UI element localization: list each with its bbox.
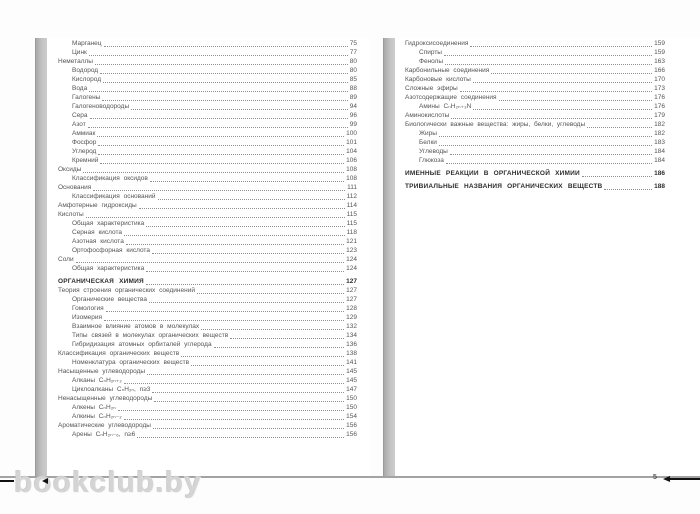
left-crop-mark-line <box>0 480 14 482</box>
toc-entry-page-number: 114 <box>346 202 357 209</box>
dot-leader <box>146 225 344 227</box>
toc-entry-page-number: 136 <box>346 341 357 348</box>
toc-entry <box>58 219 357 228</box>
dot-leader <box>137 436 344 438</box>
right-page-toc-list <box>383 39 700 191</box>
watermark: bookclub.by <box>14 466 202 499</box>
toc-entry-page-number: 80 <box>349 67 357 74</box>
toc-entry-page-number: 94 <box>349 103 357 110</box>
toc-entry-label: ИМЕННЫЕ РЕАКЦИИ В ОРГАНИЧЕСКОЙ ХИМИИ <box>405 170 580 177</box>
toc-entry-page-number: 124 <box>346 256 357 263</box>
dot-leader <box>491 72 652 74</box>
dot-leader <box>604 188 652 190</box>
toc-entry-label: ТРИВИАЛЬНЫЕ НАЗВАНИЯ ОРГАНИЧЕСКИХ ВЕЩЕСТВ <box>405 183 603 190</box>
dot-leader <box>124 382 344 384</box>
toc-entry <box>58 102 357 111</box>
toc-entry-label: Классификация оксидов <box>72 175 148 182</box>
dot-leader <box>98 153 344 155</box>
toc-entry-page-number: 127 <box>346 296 357 303</box>
toc-entry <box>58 93 357 102</box>
toc-entry-label: Белки <box>419 139 437 146</box>
toc-entry-page-number: 141 <box>346 359 357 366</box>
toc-entry-page-number: 170 <box>654 76 665 83</box>
toc-entry-label: Глюкоза <box>419 157 444 164</box>
dot-leader <box>446 162 652 164</box>
dot-leader <box>93 189 345 191</box>
right-page-scan <box>383 38 700 476</box>
toc-entry <box>405 75 665 84</box>
toc-entry-page-number: 104 <box>346 148 357 155</box>
toc-entry-page-number: 150 <box>346 404 357 411</box>
left-crop-mark-arrow-icon <box>42 478 48 484</box>
toc-entry-page-number: 182 <box>654 121 665 128</box>
toc-entry <box>58 57 357 66</box>
toc-entry-page-number: 159 <box>654 49 665 56</box>
toc-entry <box>58 313 357 322</box>
toc-entry-label: Ароматические углеводороды <box>58 422 151 429</box>
toc-entry-label: Номенклатура органических веществ <box>72 359 190 366</box>
toc-entry <box>58 421 357 430</box>
toc-entry-label: Органические вещества <box>72 296 147 303</box>
toc-entry <box>405 120 665 129</box>
dot-leader <box>147 373 344 375</box>
right-crop-mark-arrow-icon <box>663 476 670 482</box>
toc-entry-page-number: 128 <box>346 305 357 312</box>
toc-entry <box>58 430 357 439</box>
dot-leader <box>445 63 652 65</box>
dot-leader <box>146 270 344 272</box>
toc-entry <box>405 84 665 93</box>
toc-entry-page-number: 77 <box>349 49 357 56</box>
toc-entry <box>405 147 665 156</box>
toc-entry <box>58 210 357 219</box>
toc-entry-page-number: 101 <box>346 139 357 146</box>
toc-entry-page-number: 80 <box>349 58 357 65</box>
toc-entry <box>405 129 665 138</box>
toc-entry <box>405 156 665 165</box>
toc-entry-label: Фенолы <box>419 58 444 65</box>
toc-entry <box>58 331 357 340</box>
dot-leader <box>103 81 348 83</box>
toc-entry <box>58 349 357 358</box>
toc-entry-page-number: 115 <box>346 220 357 227</box>
toc-entry <box>405 48 665 57</box>
toc-entry-page-number: 179 <box>654 112 665 119</box>
dot-leader <box>89 54 348 56</box>
toc-entry-label: Фосфор <box>72 139 97 146</box>
toc-entry-label: Аминокислоты <box>405 112 450 119</box>
toc-entry-label: Углерод <box>72 148 97 155</box>
dot-leader <box>83 171 344 173</box>
toc-entry-label: Алканы CₙH₂ₙ₊₂ <box>72 377 122 384</box>
toc-entry <box>58 246 357 255</box>
toc-entry-page-number: 145 <box>346 368 357 375</box>
toc-entry-page-number: 182 <box>654 130 665 137</box>
toc-entry-label: Неметаллы <box>58 58 93 65</box>
dot-leader <box>98 144 344 146</box>
toc-entry-label: Теория строения органических соединений <box>58 287 195 294</box>
toc-entry <box>58 340 357 349</box>
toc-entry-page-number: 147 <box>346 386 357 393</box>
toc-entry-label: Общая характеристика <box>72 265 145 272</box>
toc-entry <box>58 66 357 75</box>
toc-entry-label: Водород <box>72 67 99 74</box>
toc-entry-page-number: 121 <box>346 238 357 245</box>
toc-entry-label: Ортофосфорная кислота <box>72 247 150 254</box>
toc-entry-label: Сложные эфиры <box>405 85 458 92</box>
dot-leader <box>451 117 652 119</box>
dot-leader <box>131 108 348 110</box>
toc-entry <box>58 39 357 48</box>
toc-entry <box>405 57 665 66</box>
toc-entry <box>58 264 357 273</box>
toc-entry <box>58 367 357 376</box>
toc-entry-page-number: 176 <box>654 94 665 101</box>
toc-entry <box>58 228 357 237</box>
toc-entry-page-number: 115 <box>346 211 357 218</box>
toc-entry-label: Насыщенные углеводороды <box>58 368 146 375</box>
toc-entry <box>58 147 357 156</box>
toc-entry-label: Азотная кислота <box>72 238 124 245</box>
toc-entry <box>58 174 357 183</box>
toc-entry <box>405 169 665 178</box>
dot-leader <box>153 427 344 429</box>
toc-entry-label: Аммиак <box>72 130 96 137</box>
toc-entry <box>405 182 665 191</box>
toc-entry-page-number: 89 <box>349 94 357 101</box>
dot-leader <box>106 310 344 312</box>
dot-leader <box>97 135 344 137</box>
toc-entry-page-number: 176 <box>654 103 665 110</box>
toc-entry-label: Галогены <box>72 94 101 101</box>
left-page-toc-list <box>35 39 370 439</box>
toc-entry <box>58 183 357 192</box>
dot-leader <box>95 63 348 65</box>
toc-entry-label: Алкины CₙH₂ₙ₋₂ <box>72 413 122 420</box>
toc-entry-page-number: 129 <box>346 314 357 321</box>
dot-leader <box>439 144 652 146</box>
toc-entry-page-number: 184 <box>654 148 665 155</box>
toc-entry-label: Оксиды <box>58 166 82 173</box>
footer-page-number: 5 <box>653 474 657 481</box>
toc-entry <box>58 129 357 138</box>
toc-entry <box>58 156 357 165</box>
toc-entry-label: Классификация органических веществ <box>58 350 180 357</box>
toc-entry-label: Общая характеристика <box>72 220 145 227</box>
toc-entry-label: ОРГАНИЧЕСКАЯ ХИМИЯ <box>58 278 144 285</box>
dot-leader <box>470 45 652 47</box>
dot-leader <box>100 72 348 74</box>
toc-entry-label: Циклоалканы CₙH₂ₙ, n≥3 <box>72 386 151 393</box>
toc-entry <box>405 102 665 111</box>
toc-entry-label: Амфотерные гидроксиды <box>58 202 137 209</box>
toc-entry <box>58 394 357 403</box>
toc-entry-label: Вода <box>72 85 88 92</box>
dot-leader <box>76 261 345 263</box>
toc-entry-label: Карбоновые кислоты <box>405 76 471 83</box>
toc-entry-label: Гибридизация атомных орбиталей углерода <box>72 341 212 348</box>
toc-entry-label: Сера <box>72 112 88 119</box>
toc-entry-page-number: 85 <box>349 76 357 83</box>
dot-leader <box>89 90 348 92</box>
toc-entry <box>58 237 357 246</box>
toc-entry-page-number: 88 <box>349 85 357 92</box>
dot-leader <box>473 108 652 110</box>
toc-entry-label: Гидроксисоединения <box>405 40 469 47</box>
dot-leader <box>152 252 344 254</box>
dot-leader <box>450 153 652 155</box>
dot-leader <box>124 418 344 420</box>
toc-entry-page-number: 132 <box>346 323 357 330</box>
toc-entry <box>58 304 357 313</box>
dot-leader <box>473 81 652 83</box>
toc-entry-label: Галогеноводороды <box>72 103 130 110</box>
toc-entry <box>405 111 665 120</box>
toc-entry-label: Кислород <box>72 76 102 83</box>
toc-entry <box>58 295 357 304</box>
dot-leader <box>102 99 347 101</box>
toc-entry-page-number: 123 <box>346 247 357 254</box>
toc-entry <box>58 111 357 120</box>
toc-entry-label: Взаимное влияние атомов в молекулах <box>72 323 200 330</box>
toc-entry-label: Серная кислота <box>72 229 123 236</box>
dot-leader <box>181 355 344 357</box>
dot-leader <box>88 126 348 128</box>
dot-leader <box>439 135 652 137</box>
dot-leader <box>86 216 345 218</box>
toc-entry <box>58 138 357 147</box>
toc-entry-page-number: 138 <box>346 350 357 357</box>
dot-leader <box>154 400 344 402</box>
toc-entry-page-number: 154 <box>346 413 357 420</box>
toc-entry-label: Углеводы <box>419 148 448 155</box>
toc-entry-page-number: 173 <box>654 85 665 92</box>
toc-entry-page-number: 166 <box>654 67 665 74</box>
dot-leader <box>100 162 344 164</box>
dot-leader <box>124 234 345 236</box>
toc-entry-label: Азот <box>72 121 86 128</box>
toc-entry-label: Типы связей в молекулах органических веществ <box>72 332 229 339</box>
toc-entry-page-number: 127 <box>346 278 357 285</box>
dot-leader <box>104 45 348 47</box>
toc-entry-page-number: 156 <box>346 422 357 429</box>
dot-leader <box>197 292 344 294</box>
toc-entry-page-number: 100 <box>346 130 357 137</box>
toc-entry-label: Изомерия <box>72 314 103 321</box>
dot-leader <box>587 126 652 128</box>
toc-entry <box>58 412 357 421</box>
toc-entry-page-number: 159 <box>654 40 665 47</box>
toc-entry <box>58 358 357 367</box>
toc-entry <box>58 192 357 201</box>
dot-leader <box>126 243 344 245</box>
dot-leader <box>460 90 652 92</box>
toc-entry-label: Амины CₙH₂ₙ₊₃N <box>419 103 472 110</box>
toc-entry <box>58 385 357 394</box>
toc-entry-label: Алкены CₙH₂ₙ <box>72 404 116 411</box>
dot-leader <box>582 175 652 177</box>
toc-entry-page-number: 106 <box>346 157 357 164</box>
toc-entry-label: Карбонильные соединения <box>405 67 490 74</box>
toc-entry <box>58 322 357 331</box>
toc-entry-label: Ненасыщенные углеводороды <box>58 395 153 402</box>
toc-entry <box>58 120 357 129</box>
toc-entry-label: Кислоты <box>58 211 84 218</box>
toc-entry-page-number: 163 <box>654 58 665 65</box>
toc-entry <box>58 75 357 84</box>
toc-entry-page-number: 127 <box>346 287 357 294</box>
toc-entry-page-number: 124 <box>346 265 357 272</box>
toc-entry-page-number: 111 <box>347 184 357 191</box>
right-crop-mark-line <box>670 478 700 480</box>
toc-entry-label: Спирты <box>419 49 442 56</box>
dot-leader <box>149 301 344 303</box>
dot-leader <box>158 198 345 200</box>
dot-leader <box>499 99 653 101</box>
toc-entry <box>58 376 357 385</box>
toc-entry-page-number: 75 <box>349 40 357 47</box>
toc-entry-page-number: 183 <box>654 139 665 146</box>
dot-leader <box>150 180 344 182</box>
toc-entry-label: Основания <box>58 184 92 191</box>
toc-entry <box>405 138 665 147</box>
toc-entry-label: Гомология <box>72 305 104 312</box>
toc-entry <box>405 93 665 102</box>
dot-leader <box>146 283 344 285</box>
toc-entry <box>58 165 357 174</box>
toc-entry-page-number: 184 <box>654 157 665 164</box>
toc-entry-page-number: 118 <box>346 229 357 236</box>
toc-entry-page-number: 134 <box>346 332 357 339</box>
toc-entry-label: Цинк <box>72 49 87 56</box>
toc-entry <box>58 403 357 412</box>
toc-entry-label: Азотсодержащие соединения <box>405 94 497 101</box>
toc-entry <box>405 66 665 75</box>
dot-leader <box>230 337 344 339</box>
toc-entry-page-number: 108 <box>346 175 357 182</box>
dot-leader <box>191 364 344 366</box>
dot-leader <box>139 207 345 209</box>
toc-entry <box>58 201 357 210</box>
toc-entry-label: Классификация оснований <box>72 193 156 200</box>
toc-entry <box>405 39 665 48</box>
toc-entry-page-number: 186 <box>654 170 665 177</box>
toc-entry-label: Кремний <box>72 157 99 164</box>
dot-leader <box>118 409 344 411</box>
dot-leader <box>104 319 344 321</box>
toc-entry-label: Марганец <box>72 40 102 47</box>
toc-entry <box>58 286 357 295</box>
toc-entry-label: Арены CₙH₂ₙ₋₆, n≥6 <box>72 431 136 438</box>
toc-entry-page-number: 112 <box>346 193 357 200</box>
toc-entry-page-number: 108 <box>346 166 357 173</box>
left-page-scan <box>35 38 370 476</box>
toc-entry-page-number: 150 <box>346 395 357 402</box>
toc-entry-page-number: 145 <box>346 377 357 384</box>
dot-leader <box>201 328 344 330</box>
toc-entry-page-number: 99 <box>349 121 357 128</box>
toc-entry-label: Соли <box>58 256 74 263</box>
toc-entry-page-number: 96 <box>349 112 357 119</box>
dot-leader <box>214 346 345 348</box>
dot-leader <box>444 54 652 56</box>
toc-entry-label: Жиры <box>419 130 437 137</box>
toc-entry <box>58 48 357 57</box>
toc-entry-page-number: 156 <box>346 431 357 438</box>
dot-leader <box>90 117 348 119</box>
dot-leader <box>152 391 344 393</box>
toc-entry <box>58 277 357 286</box>
toc-entry <box>58 84 357 93</box>
toc-entry-page-number: 188 <box>654 183 665 190</box>
toc-entry-label: Биологически важные вещества: жиры, белки, углеводы <box>405 121 586 128</box>
toc-entry <box>58 255 357 264</box>
